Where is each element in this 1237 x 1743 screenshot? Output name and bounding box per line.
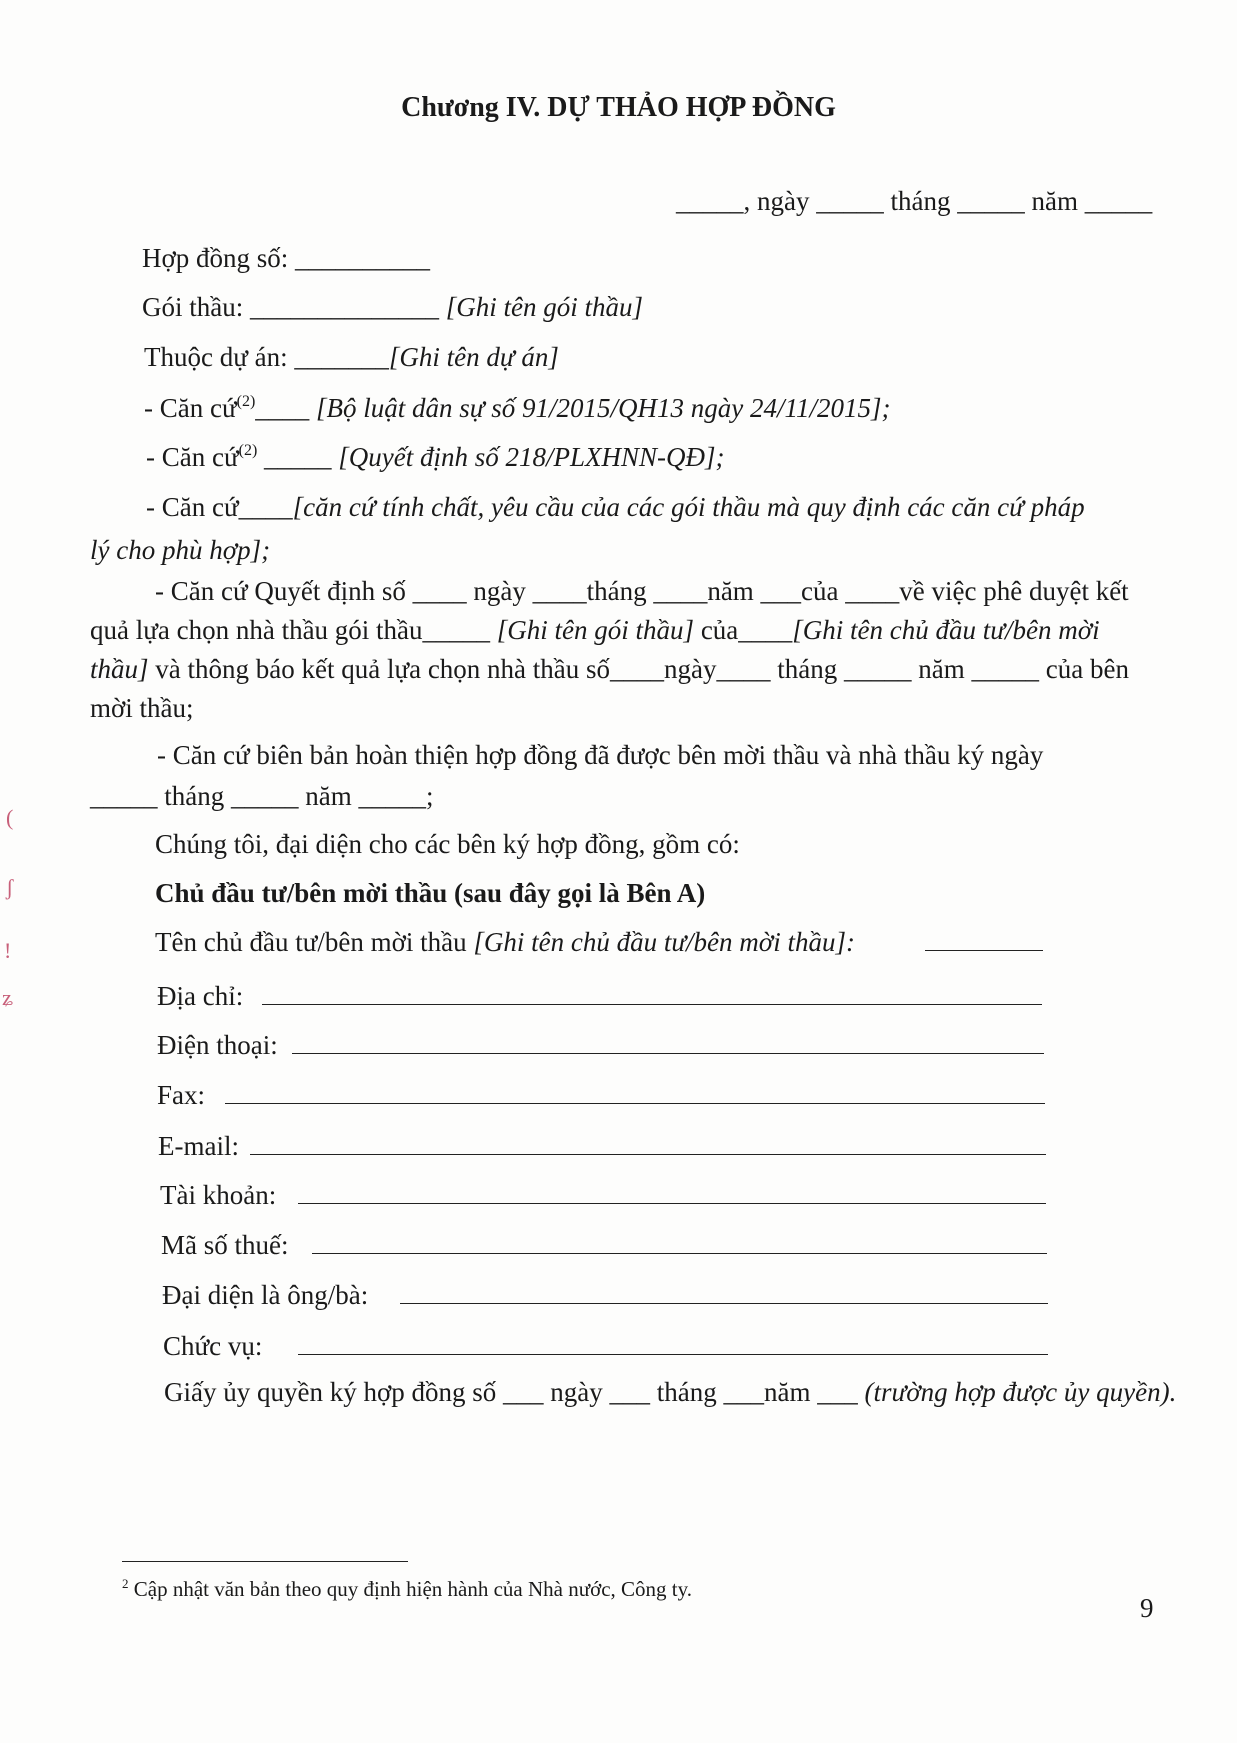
- page-number: 9: [1140, 1593, 1154, 1623]
- decision-line-2: quả lựa chọn nhà thầu gói thầu_____ [Ghi tên gói thầu] của____[Ghi tên chủ đầu tư/bên mời: [90, 615, 1100, 645]
- legal-basis-3-cont: lý cho phù hợp];: [90, 535, 271, 565]
- field-fax: Fax:: [157, 1080, 206, 1110]
- blank-line: [400, 1303, 1048, 1304]
- blank-line: [250, 1154, 1046, 1155]
- decision-line-1: - Căn cứ Quyết định số ____ ngày ____tháng ____năm ___của ____về việc phê duyệt kết: [155, 576, 1129, 606]
- field-position: Chức vụ:: [163, 1331, 263, 1361]
- legal-basis-1: - Căn cứ$^{(2)}$____ [Bộ luật dân sự số 91/2015/QH13 ngày 24/11/2015];: [144, 393, 891, 423]
- stamp-mark: !: [4, 938, 12, 963]
- minutes-line-1: - Căn cứ biên bản hoàn thiện hợp đồng đã được bên mời thầu và nhà thầu ký ngày: [157, 740, 1044, 770]
- blank-line: [298, 1354, 1048, 1355]
- blank-line: [925, 950, 1043, 951]
- party-a-name: Tên chủ đầu tư/bên mời thầu [Ghi tên chủ đầu tư/bên mời thầu]:: [155, 927, 855, 957]
- package-line: Gói thầu: ______________ [Ghi tên gói thầu]: [142, 292, 644, 322]
- stamp-mark: (: [6, 805, 14, 830]
- footnote-separator: [122, 1561, 408, 1562]
- decision-line-3: thầu] và thông báo kết quả lựa chọn nhà thầu số____ngày____ tháng _____ năm _____ của bên: [90, 654, 1129, 684]
- footnote: $^2$ Cập nhật văn bản theo quy định hiện hành của Nhà nước, Công ty.: [122, 1576, 693, 1601]
- field-representative: Đại diện là ông/bà:: [162, 1280, 369, 1310]
- project-line: Thuộc dự án: _______[Ghi tên dự án]: [144, 342, 559, 372]
- stamp-mark: ʃ: [6, 875, 14, 900]
- blank-line: [312, 1253, 1047, 1254]
- authorization-line: Giấy ủy quyền ký hợp đồng số ___ ngày ___ tháng ___năm ___ (trường hợp được ủy quyền).: [164, 1377, 1177, 1407]
- field-phone: Điện thoại:: [157, 1030, 278, 1060]
- field-email: E-mail:: [158, 1131, 239, 1161]
- contract-number: Hợp đồng số: __________: [142, 243, 431, 273]
- stamp-mark: ʑ: [2, 985, 13, 1010]
- blank-line: [225, 1103, 1045, 1104]
- blank-line: [298, 1203, 1046, 1204]
- minutes-line-2: _____ tháng _____ năm _____;: [90, 781, 434, 811]
- field-address: Địa chỉ:: [157, 981, 244, 1011]
- party-a-heading: Chủ đầu tư/bên mời thầu (sau đây gọi là Bên A): [155, 878, 706, 908]
- field-account: Tài khoản:: [160, 1180, 277, 1210]
- date-line: _____, ngày _____ tháng _____ năm _____: [676, 186, 1153, 216]
- field-tax-code: Mã số thuế:: [161, 1230, 289, 1260]
- page-title: Chương IV. DỰ THẢO HỢP ĐỒNG: [401, 92, 836, 123]
- legal-basis-2: - Căn cứ$^{(2)}$ _____ [Quyết định số 218/PLXHNN-QĐ];: [146, 442, 725, 472]
- legal-basis-3: - Căn cứ____[căn cứ tính chất, yêu cầu của các gói thầu mà quy định các căn cứ pháp: [146, 492, 1085, 522]
- decision-line-4: mời thầu;: [90, 693, 194, 723]
- blank-line: [262, 1004, 1042, 1005]
- blank-line: [292, 1053, 1044, 1054]
- parties-intro: Chúng tôi, đại diện cho các bên ký hợp đồng, gồm có:: [155, 829, 740, 859]
